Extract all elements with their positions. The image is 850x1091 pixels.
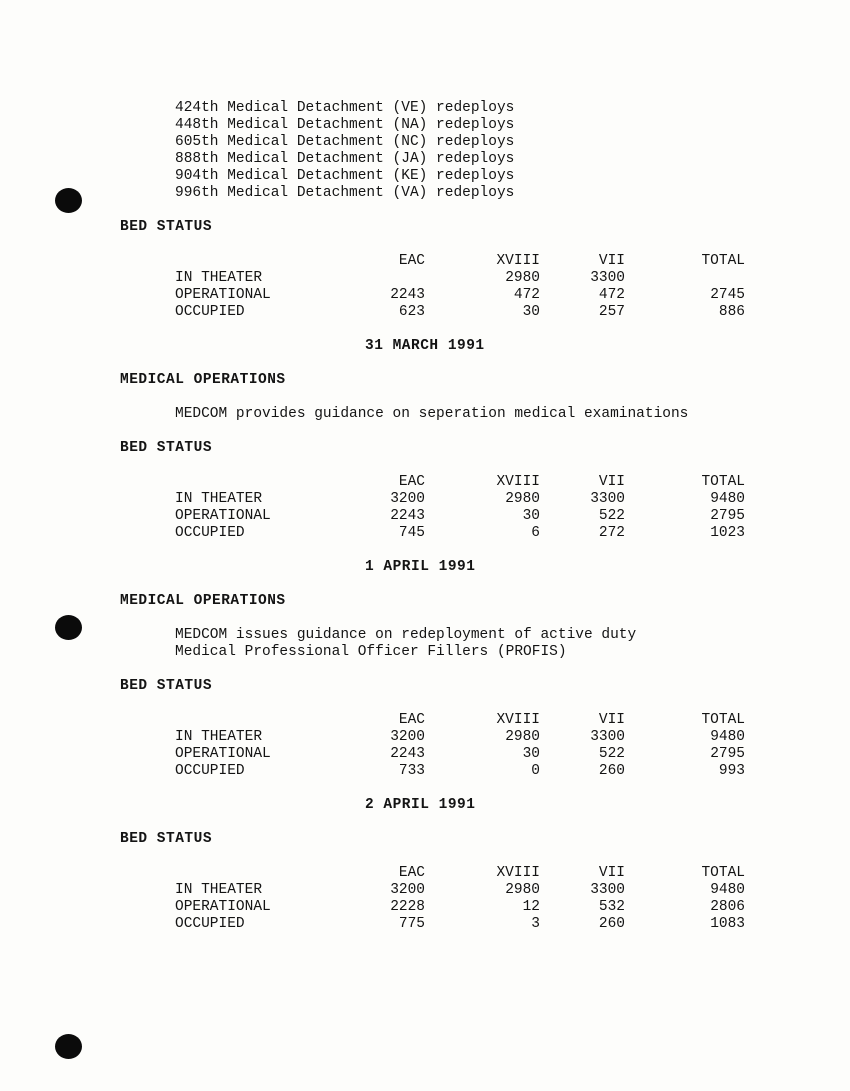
cell-eac: 2243 [390, 746, 425, 762]
col-header-eac: EAC [398, 865, 425, 881]
table-header-row [175, 712, 745, 729]
cell-total: 886 [718, 304, 745, 320]
cell-xviii: 12 [522, 899, 540, 915]
cell-vii: 3300 [590, 729, 625, 745]
hole-punch-mark [55, 188, 82, 213]
col-header-total: TOTAL [701, 253, 745, 269]
cell-xviii: 2980 [505, 729, 540, 745]
cell-eac: 733 [398, 763, 425, 779]
cell-total: 2795 [710, 746, 745, 762]
hole-punch-mark [55, 615, 82, 640]
date-heading: 31 MARCH 1991 [365, 338, 485, 354]
cell-vii: 3300 [590, 882, 625, 898]
table-row [175, 525, 745, 542]
cell-total: 9480 [710, 491, 745, 507]
row-label: IN THEATER [175, 729, 263, 745]
cell-eac: 3200 [390, 882, 425, 898]
bed-status-heading: BED STATUS [120, 678, 213, 694]
cell-xviii: 30 [522, 746, 540, 762]
cell-xviii: 472 [513, 287, 540, 303]
detachment-list [120, 100, 800, 202]
row-label: OPERATIONAL [175, 508, 271, 524]
table-row [175, 270, 745, 287]
col-header-xviii: XVIII [496, 253, 540, 269]
medcom-note: Medical Professional Officer Fillers (PROFIS) [175, 644, 567, 660]
col-header-eac: EAC [398, 474, 425, 490]
detachment-line: 888th Medical Detachment (JA) redeploys [175, 151, 515, 167]
cell-xviii: 2980 [505, 491, 540, 507]
cell-total: 2795 [710, 508, 745, 524]
table-row [175, 916, 745, 933]
medcom-note: MEDCOM issues guidance on redeployment of active duty [175, 627, 637, 643]
table-row [175, 899, 745, 916]
col-header-total: TOTAL [701, 865, 745, 881]
detachment-line: 424th Medical Detachment (VE) redeploys [175, 100, 515, 116]
cell-total: 1023 [710, 525, 745, 541]
detachment-line: 448th Medical Detachment (NA) redeploys [175, 117, 515, 133]
bed-status-table [175, 865, 745, 933]
cell-total [625, 270, 745, 287]
col-header-xviii: XVIII [496, 865, 540, 881]
cell-vii: 3300 [590, 270, 625, 286]
date-heading: 1 APRIL 1991 [365, 559, 476, 575]
bed-status-table [175, 253, 745, 321]
medical-operations-heading: MEDICAL OPERATIONS [120, 593, 286, 609]
cell-eac: 3200 [390, 491, 425, 507]
row-label: OPERATIONAL [175, 746, 271, 762]
cell-xviii: 30 [522, 508, 540, 524]
row-label: IN THEATER [175, 270, 263, 286]
row-label: OCCUPIED [175, 916, 245, 932]
table-header-row [175, 865, 745, 882]
detachment-line: 904th Medical Detachment (KE) redeploys [175, 168, 515, 184]
col-header-eac: EAC [398, 253, 425, 269]
detachment-line: 996th Medical Detachment (VA) redeploys [175, 185, 515, 201]
bed-status-heading: BED STATUS [120, 831, 213, 847]
cell-vii: 522 [598, 508, 625, 524]
row-label: OPERATIONAL [175, 899, 271, 915]
cell-vii: 532 [598, 899, 625, 915]
row-label: IN THEATER [175, 882, 263, 898]
col-header-xviii: XVIII [496, 474, 540, 490]
cell-eac: 2243 [390, 508, 425, 524]
row-label: IN THEATER [175, 491, 263, 507]
cell-xviii: 0 [531, 763, 540, 779]
cell-eac: 2228 [390, 899, 425, 915]
cell-total: 9480 [710, 882, 745, 898]
cell-xviii: 3 [531, 916, 540, 932]
cell-vii: 522 [598, 746, 625, 762]
medical-operations-heading: MEDICAL OPERATIONS [120, 372, 286, 388]
cell-xviii: 30 [522, 304, 540, 320]
medcom-note: MEDCOM provides guidance on seperation medical examinations [175, 406, 689, 422]
cell-eac: 775 [398, 916, 425, 932]
table-row [175, 763, 745, 780]
col-header-vii: VII [598, 253, 625, 269]
bed-status-heading: BED STATUS [120, 440, 213, 456]
col-header-vii: VII [598, 712, 625, 728]
table-row [175, 882, 745, 899]
col-header-xviii: XVIII [496, 712, 540, 728]
document-content [120, 100, 800, 933]
bed-status-table [175, 712, 745, 780]
date-heading: 2 APRIL 1991 [365, 797, 476, 813]
cell-total: 9480 [710, 729, 745, 745]
row-label: OPERATIONAL [175, 287, 271, 303]
cell-total: 2745 [710, 287, 745, 303]
cell-vii: 260 [598, 916, 625, 932]
cell-vii: 260 [598, 763, 625, 779]
table-header-row [175, 253, 745, 270]
table-row [175, 491, 745, 508]
cell-vii: 472 [598, 287, 625, 303]
cell-total: 1083 [710, 916, 745, 932]
table-row [175, 729, 745, 746]
cell-eac: 2243 [390, 287, 425, 303]
row-label: OCCUPIED [175, 763, 245, 779]
detachment-line: 605th Medical Detachment (NC) redeploys [175, 134, 515, 150]
col-header-total: TOTAL [701, 712, 745, 728]
table-header-row [175, 474, 745, 491]
table-row [175, 508, 745, 525]
table-row [175, 746, 745, 763]
cell-vii: 257 [598, 304, 625, 320]
bed-status-table [175, 474, 745, 542]
col-header-vii: VII [598, 474, 625, 490]
row-label: OCCUPIED [175, 525, 245, 541]
cell-eac [335, 270, 425, 287]
cell-total: 2806 [710, 899, 745, 915]
cell-vii: 272 [598, 525, 625, 541]
col-header-total: TOTAL [701, 474, 745, 490]
cell-xviii: 6 [531, 525, 540, 541]
bed-status-heading: BED STATUS [120, 219, 213, 235]
table-row [175, 304, 745, 321]
cell-xviii: 2980 [505, 882, 540, 898]
cell-xviii: 2980 [505, 270, 540, 286]
col-header-eac: EAC [398, 712, 425, 728]
cell-eac: 745 [398, 525, 425, 541]
table-row [175, 287, 745, 304]
row-label: OCCUPIED [175, 304, 245, 320]
cell-total: 993 [718, 763, 745, 779]
cell-eac: 623 [398, 304, 425, 320]
cell-vii: 3300 [590, 491, 625, 507]
cell-eac: 3200 [390, 729, 425, 745]
hole-punch-mark [55, 1034, 82, 1059]
col-header-vii: VII [598, 865, 625, 881]
